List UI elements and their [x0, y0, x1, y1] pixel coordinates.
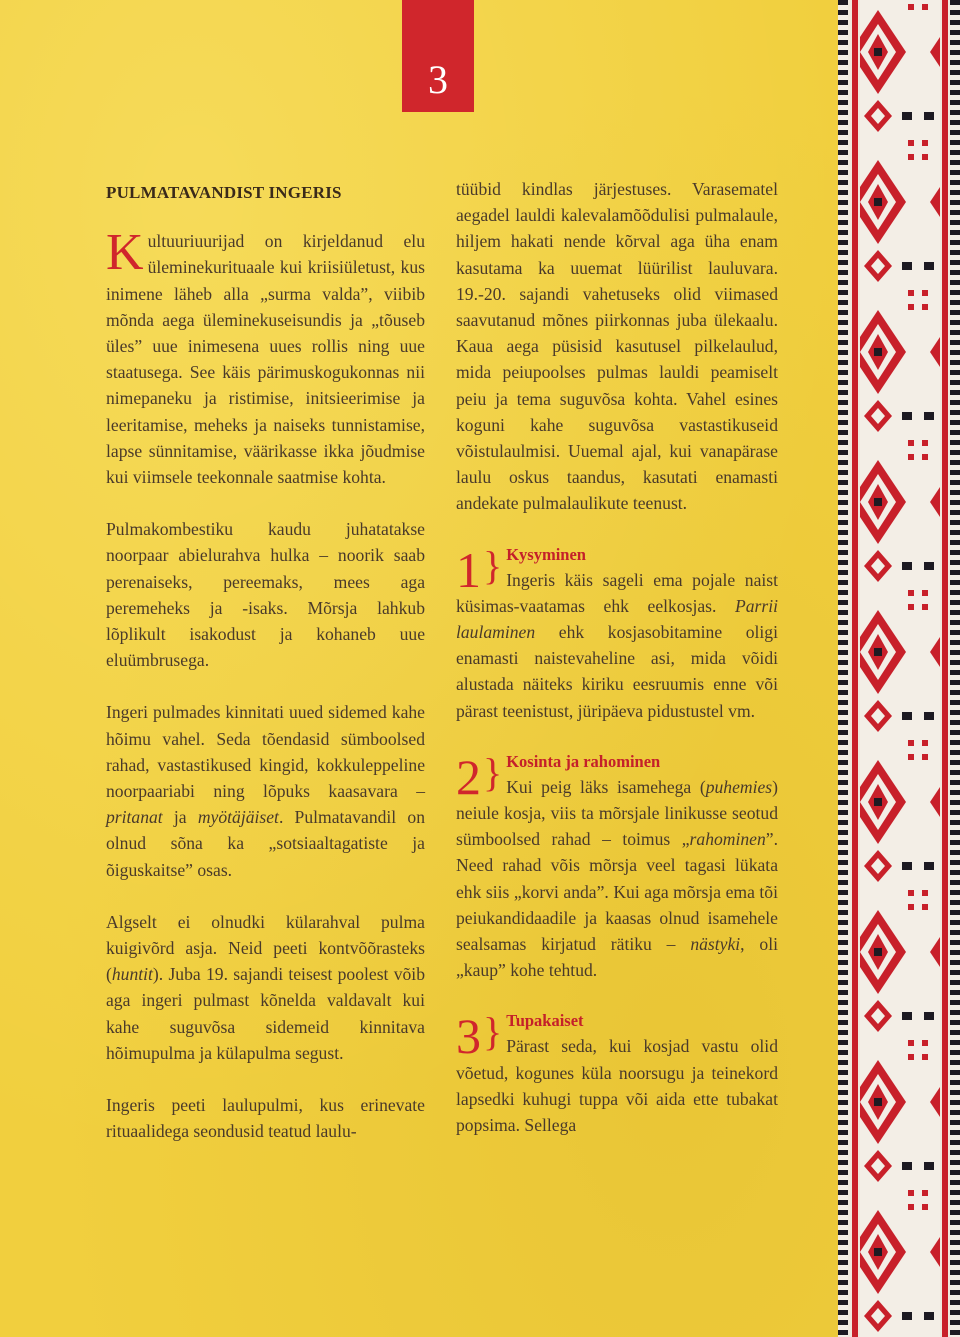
p3-text-a: Ingeri pulmades kinnitati uued sidemed kahe hõimu vahel. Seda tõendasid sümboolsed rahad, vastastikused kingid, kokkuleppeline noorpaariabi ning lõpuks kaasavara – — [106, 702, 425, 802]
item-text: Ingeris käis sageli ema pojale naist küsimas-vaatamas ehk eelkosjas. — [456, 569, 778, 616]
item-title: Tupakaiset — [506, 1011, 584, 1031]
brace-icon: } — [483, 1009, 503, 1055]
left-column — [106, 180, 425, 1171]
item-text: ehk kosjasobitamine oligi enamasti naistevaheline asi, mida võidi alustada näiteks kiriku eesruumis enne või pärast teenistust, jüripäeva pidustustel vm. — [456, 622, 778, 721]
p3-term-myotajaiset: myötäjäiset — [197, 807, 279, 828]
item-term: puhemies — [705, 776, 773, 797]
list-item — [456, 1009, 778, 1138]
list-item — [456, 543, 778, 724]
intro-text: ultuuriuurijad on kirjeldanud elu üleminekurituaale kui kriisiületust, kus inimene läheb alla „surma valda”, viibib mõnda aega üleminekuseisundis ja „tõuseb üles” uue inimesena uues rollis ning uue staatusega. See käis pärimuskogukonnas nii nimepaneku ja ristimise, initsieerimise ja leeritamise, meheks ja naiseks tunnistamise, lapse sünnitamise, väärikasse ikka jõudmise kui viimsele teekonnale saatmise kohta. — [106, 231, 425, 488]
item-text: Kui peig läks isamehega ( — [506, 776, 706, 797]
paragraph-2: Pulmakombestiku kaudu juhatatakse noorpaar abielurahva hulka – noorik saab perenaiseks, pereemaks, mees aga peremeheks ja -isaks. Mõrsja lahkub lõplikult isakodust ja kohaneb uue eluümbrusega. — [106, 519, 425, 671]
item-term: rahominen — [689, 829, 766, 850]
p4-text-a: Algselt ei olnudki külarahval pulma kuigivõrd asja. Neid peeti kontvõõrasteks ( — [106, 911, 425, 985]
intro-paragraph — [106, 224, 425, 490]
p4-term-huntit: huntit — [111, 964, 153, 985]
p3-text-c: . Pulmatavandil on olnud sõna ka „sotsiaaltagatiste ja õiguskaitse” osas. — [106, 807, 425, 880]
brace-icon: } — [483, 749, 503, 795]
item-text: ”. Need rahad võis mõrsja veel tagasi lükata ehk siis „korvi anda”. Kui aga mõrsja ema tõi peiukandidaadile ja kaasas olnud isamehele sealsamas kirjatud rätiku – — [456, 829, 778, 955]
item-title: Kysyminen — [506, 544, 586, 564]
item-number: 3 — [456, 1008, 481, 1065]
right-paragraph-1: tüübid kindlas järjestuses. Varasematel aegadel lauldi kalevalamõõdulisi pulmalaule, hiljem hakati nende kõrval aga üha enam kasutama ka uuemat lüürilist lauluvara. 19.-20. sajandi vahetuseks olid viimased saavutanud mõnes piirkonnas juba ülekaalu. Kaua aega püsisid kasutusel pilkelaulud, mida peiupoolses pulmas lauldi peamiselt peiu ja tema suguvõsa kohta. Vahel esines koguni kahe suguvõsa vastastikuseid võistulaulmisi. Uuemal ajal, kui vanapärase laulu oskus taandus, kasutati enamasti andekate pulmalaulikute teenust. — [456, 179, 778, 514]
p3-text-b: ja — [162, 807, 198, 828]
item-number: 2 — [456, 748, 481, 805]
right-column — [456, 176, 778, 1138]
item-text: , oli „kaup” kohe tehtud. — [456, 934, 778, 981]
paragraph-4 — [106, 909, 425, 1066]
p4-text-b: ). Juba 19. sajandi teisest poolest võib aga ingeri pulmast kõnelda valdavalt kui kahe suguvõsa sidemeid kinnitava hõimupulma ja külapulma segust. — [106, 964, 425, 1063]
embroidered-border-icon — [838, 0, 960, 1337]
p3-term-pritanat: pritanat — [106, 807, 163, 828]
item-term: Parrii laulaminen — [456, 595, 778, 643]
brace-icon: } — [483, 542, 503, 588]
item-term: nästyki — [690, 934, 741, 955]
item-text: Pärast seda, kui kosjad vastu olid võetud, kogunes küla noorsugu ja teinekord lapsedki kuhugi tuppa või aida ette tubakat popsima. Sellega — [456, 1036, 778, 1136]
paragraph-5: Ingeris peeti laulupulmi, kus erinevate rituaalidega seondusid teatud laulu- — [106, 1095, 425, 1142]
page-number: 3 — [428, 57, 448, 102]
list-item — [456, 750, 778, 984]
item-number: 1 — [456, 541, 481, 598]
article-title: PULMATAVANDIST INGERIS — [106, 183, 342, 202]
drop-cap: K — [106, 224, 144, 282]
item-title: Kosinta ja rahominen — [506, 751, 661, 771]
page-number-tab — [402, 0, 474, 112]
item-text: ) neiule kosja, viis ta mõrsjale linikusse seotud sümboolsed rahad – toimus „ — [456, 776, 778, 850]
paragraph-3 — [106, 699, 425, 882]
